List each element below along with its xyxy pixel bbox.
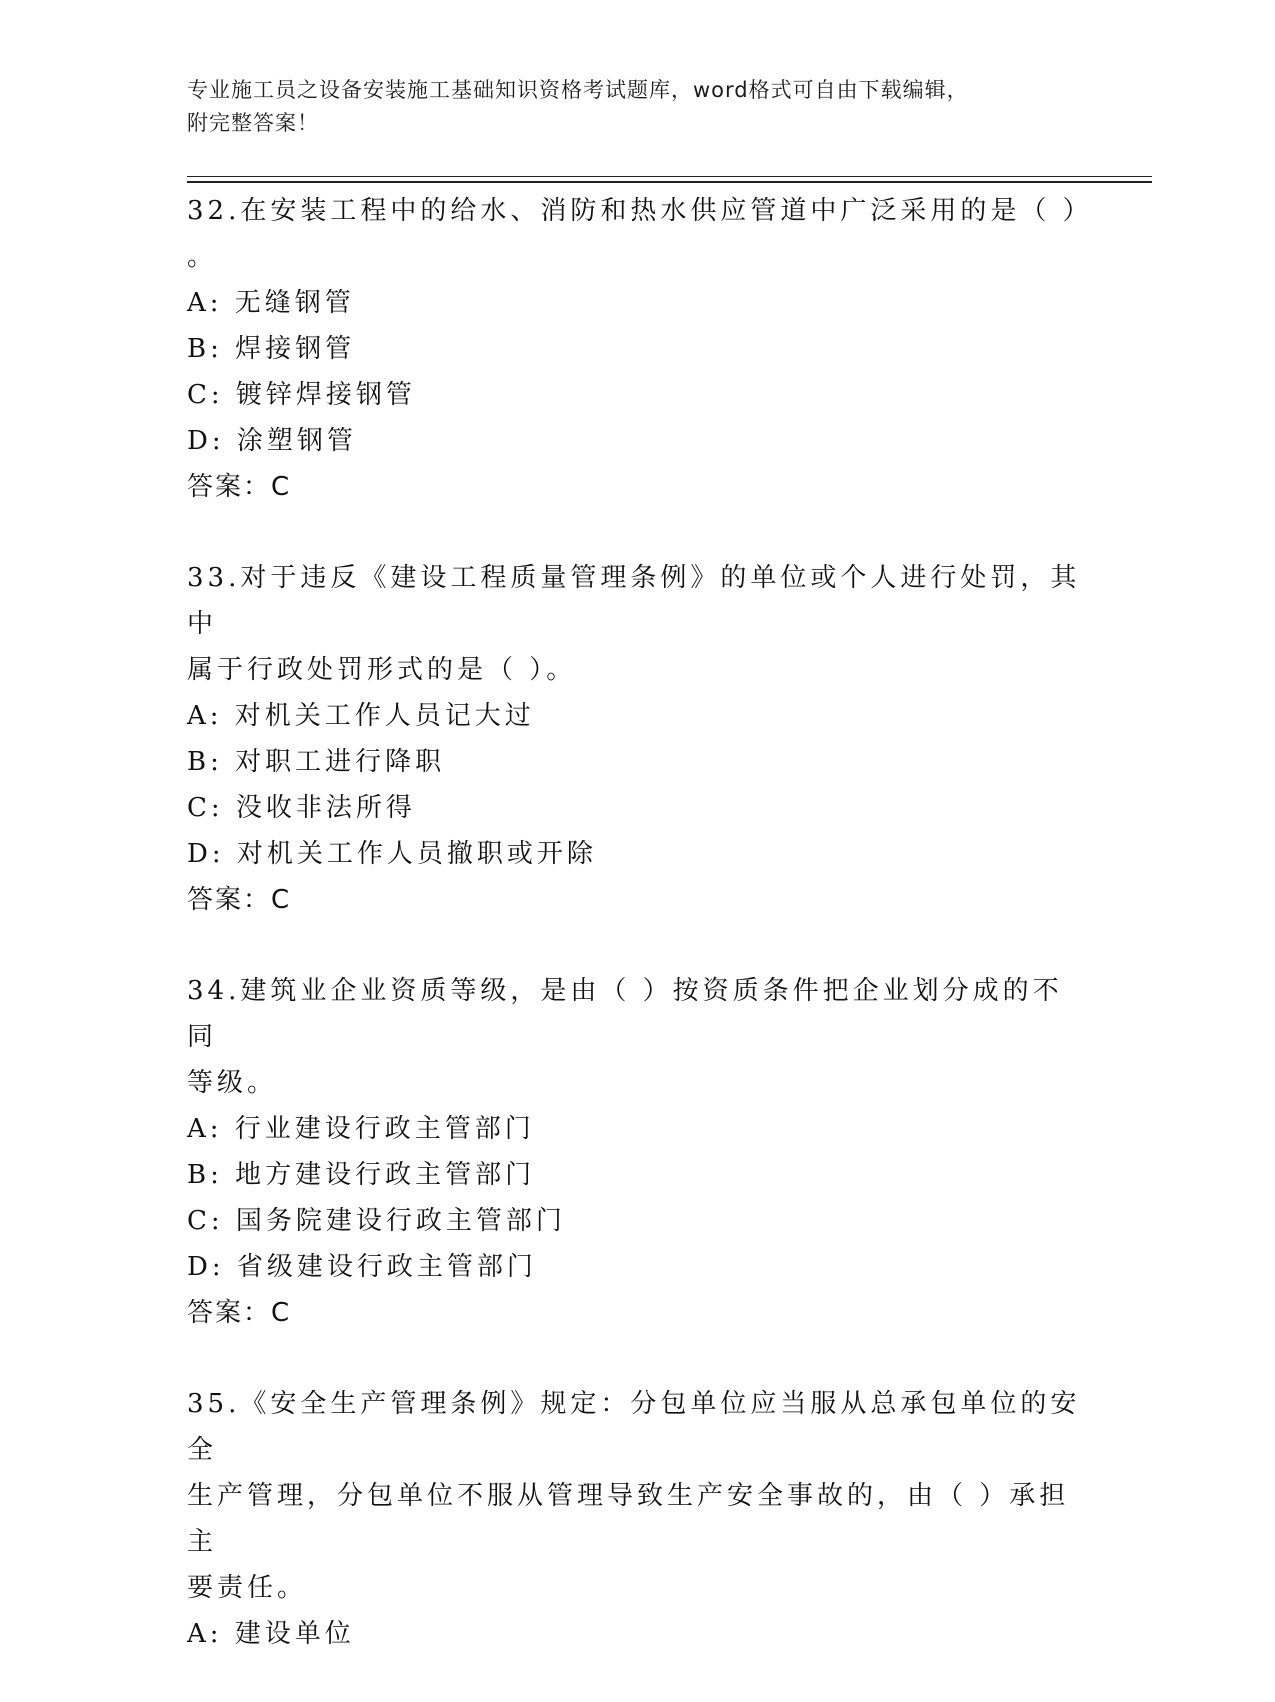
question-33	[187, 555, 1087, 923]
option-d: D: 涂塑钢管	[187, 426, 357, 456]
question-stem-line: 32.在安装工程中的给水、消防和热水供应管道中广泛采用的是（ ）	[187, 196, 1093, 226]
question-stem-line: 33.对于违反《建设工程质量管理条例》的单位或个人进行处罚，其中	[187, 563, 1081, 639]
question-list	[187, 188, 1093, 1702]
question-stem-line: 等级。	[187, 1068, 278, 1098]
question-stem-line: 35.《安全生产管理条例》规定：分包单位应当服从总承包单位的安全	[187, 1389, 1081, 1465]
header-divider-thick	[187, 181, 1152, 183]
header-line-2: 附完整答案！	[187, 111, 319, 135]
question-stem-line: 属于行政处罚形式的是（ ）。	[187, 655, 577, 685]
option-a: A: 建设单位	[187, 1619, 355, 1649]
option-a: A: 行业建设行政主管部门	[187, 1114, 535, 1144]
question-stem-line: 。	[187, 242, 218, 272]
option-c: C: 国务院建设行政主管部门	[187, 1206, 566, 1236]
answer-label: 答案：C	[187, 885, 292, 915]
question-stem-line: 34.建筑业企业资质等级，是由（ ）按资质条件把企业划分成的不同	[187, 976, 1063, 1052]
option-b: B: 对职工进行降职	[187, 747, 446, 777]
option-a: A: 无缝钢管	[187, 288, 355, 318]
question-35	[187, 1381, 1087, 1657]
option-d: D: 省级建设行政主管部门	[187, 1252, 537, 1282]
question-stem-line: 生产管理，分包单位不服从管理导致生产安全事故的，由（ ）承担主	[187, 1481, 1070, 1557]
option-b: B: 地方建设行政主管部门	[187, 1160, 536, 1190]
header-divider-thin	[187, 176, 1152, 177]
option-c: C: 没收非法所得	[187, 793, 416, 823]
option-a: A: 对机关工作人员记大过	[187, 701, 535, 731]
question-32	[187, 188, 1093, 510]
answer-label: 答案：C	[187, 1298, 292, 1328]
question-stem-line: 要责任。	[187, 1573, 308, 1603]
option-c: C: 镀锌焊接钢管	[187, 380, 416, 410]
answer-label: 答案：C	[187, 472, 292, 502]
option-b: B: 焊接钢管	[187, 334, 356, 364]
document-header	[187, 74, 1067, 140]
question-34	[187, 968, 1087, 1336]
header-line-1: 专业施工员之设备安装施工基础知识资格考试题库，word格式可自由下载编辑，	[187, 78, 969, 102]
option-d: D: 对机关工作人员撤职或开除	[187, 839, 597, 869]
